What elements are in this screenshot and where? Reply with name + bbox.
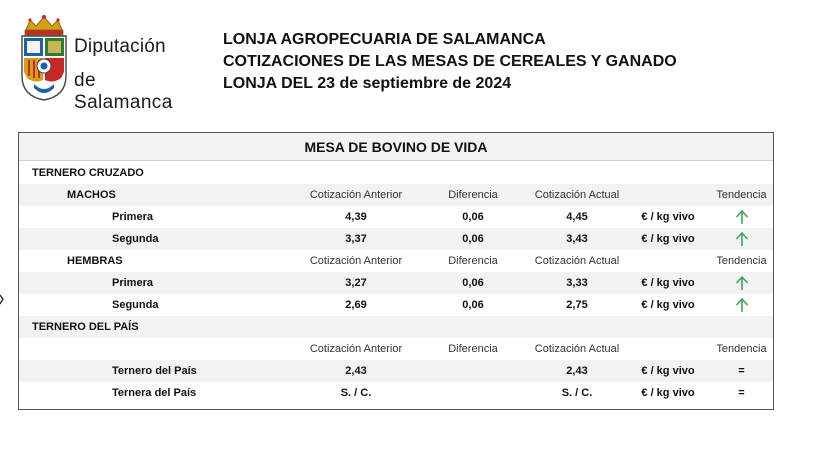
table-row xyxy=(19,206,773,228)
col-header-tendencia: Tendencia xyxy=(716,343,767,355)
edge-artifact xyxy=(0,293,4,307)
table-row xyxy=(19,294,773,316)
section-label: TERNERO CRUZADO xyxy=(32,167,144,179)
section-label: TERNERO DEL PAÍS xyxy=(32,321,139,333)
table-row xyxy=(19,360,773,382)
col-header-anterior: Cotización Anterior xyxy=(309,255,403,267)
table-row xyxy=(19,272,773,294)
heading-line1: LONJA AGROPECUARIA DE SALAMANCA xyxy=(223,31,546,48)
cell-anterior: 3,37 xyxy=(345,233,367,245)
col-header-tendencia: Tendencia xyxy=(716,189,767,201)
table-row xyxy=(19,228,773,250)
cell-unit: € / kg vivo xyxy=(641,299,695,311)
cell-diferencia: 0,06 xyxy=(462,233,484,245)
cell-anterior: S. / C. xyxy=(340,387,372,399)
col-header-actual: Cotización Actual xyxy=(534,255,620,267)
section-header-ternero-cruzado xyxy=(19,162,773,184)
trend-up-icon xyxy=(709,294,774,316)
cell-diferencia: 0,06 xyxy=(462,299,484,311)
col-header-tendencia: Tendencia xyxy=(716,255,767,267)
section-header-ternero-del-pais xyxy=(19,316,773,338)
diputacion-logo xyxy=(18,14,198,113)
org-name-line1: Diputación xyxy=(74,36,166,57)
row-name: Segunda xyxy=(112,233,159,245)
group-header-machos xyxy=(19,184,773,206)
cell-diferencia: 0,06 xyxy=(462,277,484,289)
cell-unit: € / kg vivo xyxy=(641,387,695,399)
group-label: MACHOS xyxy=(67,189,116,201)
heading-line3: LONJA DEL 23 de septiembre de 2024 xyxy=(223,75,512,92)
trend-equal-icon: = xyxy=(738,387,745,399)
cell-actual: 3,43 xyxy=(566,233,588,245)
row-name: Segunda xyxy=(112,299,159,311)
group-header-hembras xyxy=(19,250,773,272)
org-name-line2: de Salamanca xyxy=(74,70,173,113)
bovino-table xyxy=(18,132,774,410)
cell-anterior: 3,27 xyxy=(345,277,367,289)
col-header-diferencia: Diferencia xyxy=(448,189,498,201)
cell-anterior: 2,43 xyxy=(345,365,367,377)
heading-line2: COTIZACIONES DE LAS MESAS DE CEREALES Y GANADO xyxy=(223,53,677,70)
cell-actual: 2,75 xyxy=(566,299,588,311)
trend-up-icon xyxy=(709,228,774,250)
trend-equal-icon: = xyxy=(738,365,745,377)
cell-unit: € / kg vivo xyxy=(641,211,695,223)
coat-of-arms-icon xyxy=(18,14,70,102)
cell-actual: 2,43 xyxy=(566,365,588,377)
trend-up-icon xyxy=(709,272,774,294)
document-heading xyxy=(223,29,677,95)
cell-anterior: 2,69 xyxy=(345,299,367,311)
col-header-anterior: Cotización Anterior xyxy=(309,189,403,201)
col-header-actual: Cotización Actual xyxy=(534,343,620,355)
trend-up-icon xyxy=(709,206,774,228)
cell-unit: € / kg vivo xyxy=(641,365,695,377)
cell-actual: 4,45 xyxy=(566,211,588,223)
column-header-row xyxy=(19,338,773,360)
col-header-diferencia: Diferencia xyxy=(448,343,498,355)
cell-unit: € / kg vivo xyxy=(641,277,695,289)
cell-anterior: 4,39 xyxy=(345,211,367,223)
row-name: Ternera del País xyxy=(112,387,197,399)
row-name: Primera xyxy=(112,277,153,289)
col-header-actual: Cotización Actual xyxy=(534,189,620,201)
row-name: Primera xyxy=(112,211,153,223)
table-title: MESA DE BOVINO DE VIDA xyxy=(19,133,773,161)
col-header-anterior: Cotización Anterior xyxy=(309,343,403,355)
table-row xyxy=(19,382,773,404)
row-name: Ternero del País xyxy=(112,365,197,377)
group-label: HEMBRAS xyxy=(67,255,123,267)
cell-actual: S. / C. xyxy=(561,387,593,399)
cell-diferencia: 0,06 xyxy=(462,211,484,223)
col-header-diferencia: Diferencia xyxy=(448,255,498,267)
cell-unit: € / kg vivo xyxy=(641,233,695,245)
cell-actual: 3,33 xyxy=(566,277,588,289)
